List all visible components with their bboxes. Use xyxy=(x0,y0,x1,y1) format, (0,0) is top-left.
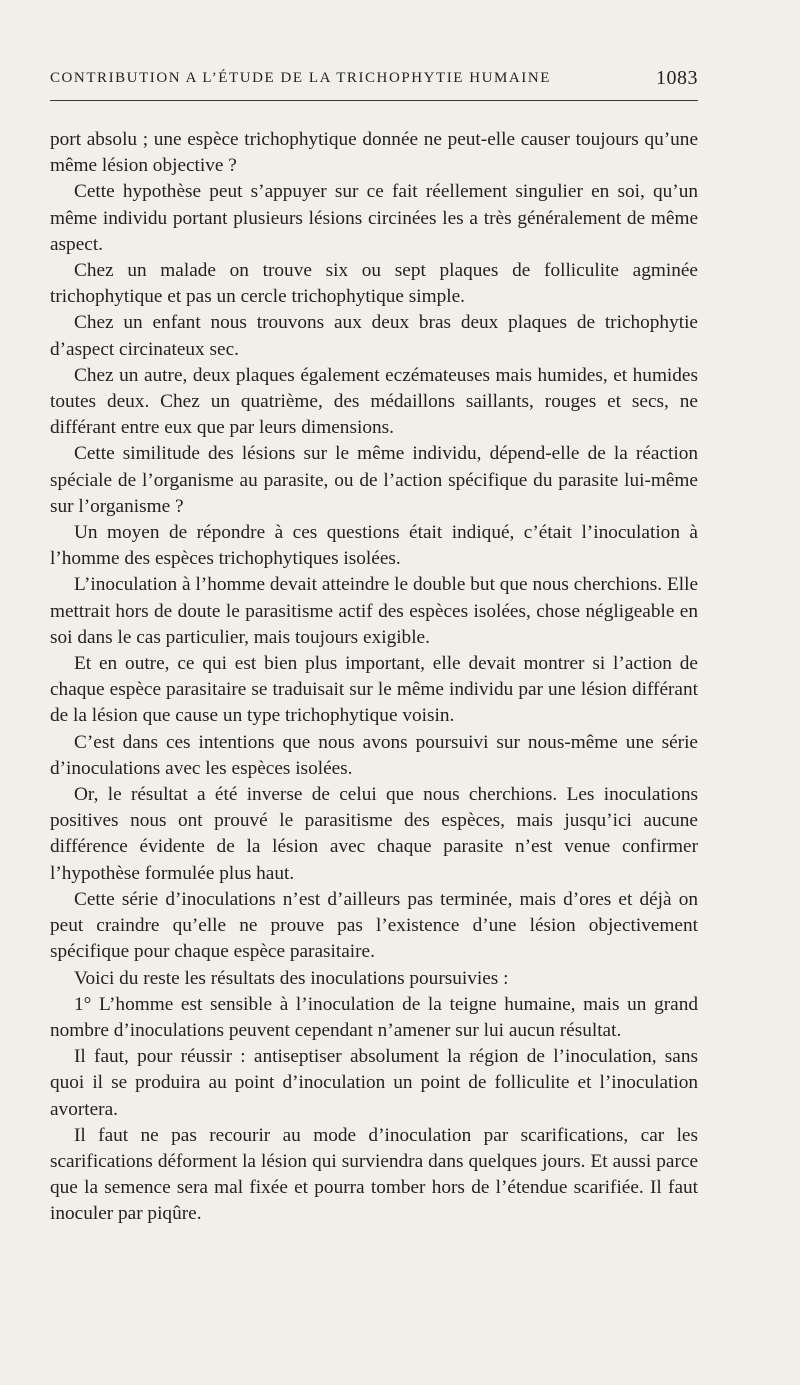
paragraph-8: L’inoculation à l’homme devait atteindre le double but que nous cherchions. Elle mettrait hors de doute le parasitisme actif des espèces isolées, chose négligeable en soi dans le cas particulier, mais toujours exigible. xyxy=(50,574,698,648)
paragraph-1: port absolu ; une espèce trichophytique donnée ne peut-elle causer toujours qu’une même lésion objective ? xyxy=(50,129,698,177)
paragraph-6: Cette similitude des lésions sur le même individu, dépend-elle de la réaction spéciale de l’organisme au parasite, ou de l’action spécifique du parasite lui-même sur l’organisme ? xyxy=(50,443,698,517)
paragraph-12: Cette série d’inoculations n’est d’ailleurs pas terminée, mais d’ores et déjà on peut craindre qu’elle ne prouve pas l’existence d’une lésion objectivement spécifique pour chaque espèce parasitaire. xyxy=(50,888,698,963)
paragraph-13: Voici du reste les résultats des inoculations poursuivies : xyxy=(74,967,509,989)
running-title: CONTRIBUTION A L’ÉTUDE DE LA TRICHOPHYTIE HUMAINE xyxy=(50,70,551,86)
paragraph-14: 1° L’homme est sensible à l’inoculation de la teigne humaine, mais un grand nombre d’inoculations peuvent cependant n’amener sur lui aucun résultat. xyxy=(50,993,698,1041)
paragraph-9: Et en outre, ce qui est bien plus important, elle devait montrer si l’action de chaque espèce parasitaire se traduisait sur le même individu par une lésion différant de la lésion que cause un type trichophytique voisin. xyxy=(50,653,698,727)
page-header xyxy=(50,66,698,101)
paragraph-15: Il faut, pour réussir : antiseptiser absolument la région de l’inoculation, sans quoi il se produira au point d’inoculation un point de folliculite et l’inoculation avortera. xyxy=(50,1046,698,1120)
paragraph-3: Chez un malade on trouve six ou sept plaques de folliculite agminée trichophytique et pas un cercle trichophytique simple. xyxy=(50,260,698,308)
paragraph-2: Cette hypothèse peut s’appuyer sur ce fait réellement singulier en soi, qu’un même individu portant plusieurs lésions circinées les a très généralement de même aspect. xyxy=(50,181,698,255)
paragraph-5: Chez un autre, deux plaques également eczémateuses mais humides, et humides toutes deux. Chez un quatrième, des médaillons saillants, rouges et secs, ne différant entre eux que par leurs dimensions. xyxy=(50,364,698,439)
body-text xyxy=(50,127,698,1228)
page-number: 1083 xyxy=(656,67,698,89)
paragraph-16: Il faut ne pas recourir au mode d’inoculation par scarifications, car les scarifications déforment la lésion qui surviendra dans quelques jours. Et aussi parce que la semence sera mal fixée et pourra tomber hors de l’étendue scarifiée. Il faut inoculer par piqûre. xyxy=(50,1124,698,1225)
paragraph-7: Un moyen de répondre à ces questions était indiqué, c’était l’inoculation à l’homme des espèces trichophytiques isolées. xyxy=(50,522,698,570)
paragraph-10: C’est dans ces intentions que nous avons poursuivi sur nous-même une série d’inoculations avec les espèces isolées. xyxy=(50,731,698,779)
paragraph-11: Or, le résultat a été inverse de celui que nous cherchions. Les inoculations positives nous ont prouvé le parasitisme des espèces, mais jusqu’ici aucune différence évidente de la lésion avec chaque parasite n’est venue confirmer l’hypothèse formulée plus haut. xyxy=(50,784,698,884)
paragraph-4: Chez un enfant nous trouvons aux deux bras deux plaques de trichophytie d’aspect circinateux sec. xyxy=(50,312,698,360)
